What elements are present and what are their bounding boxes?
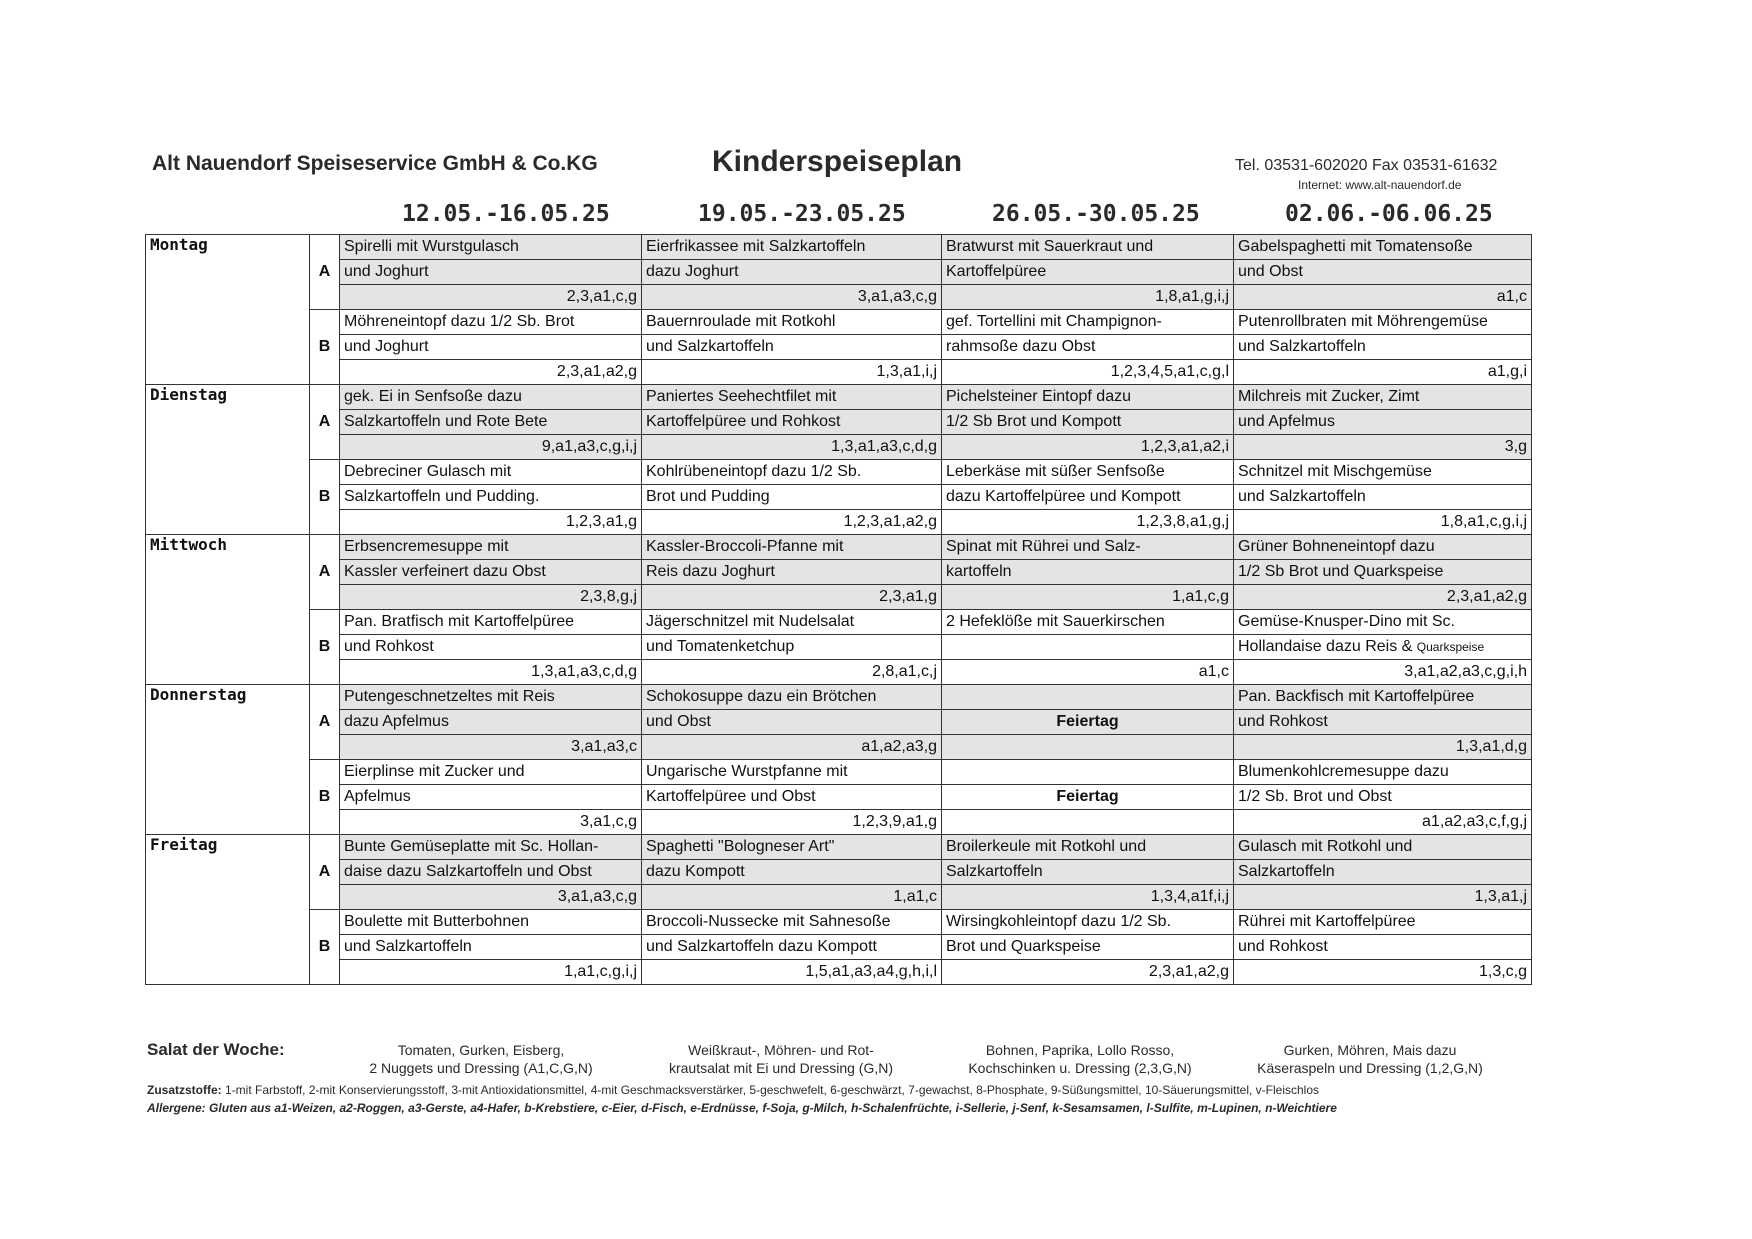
menu-row	[146, 660, 1532, 685]
dish-text: Brot und Pudding	[646, 488, 770, 505]
dish-text: daise dazu Salzkartoffeln und Obst	[344, 863, 592, 880]
additives-label: Zusatzstoffe:	[147, 1083, 222, 1097]
additives-text: 1-mit Farbstoff, 2-mit Konservierungsstoff, 3-mit Antioxidationsmittel, 4-mit Geschmacksverstärker, 5-geschwefelt, 6-geschwärzt, 7-gewachst, 8-Phosphate, 9-Süßungsmittel, 10-Säuerungsmittel, v-Fleischlos	[225, 1083, 1320, 1097]
dish-line	[1234, 260, 1532, 285]
dish-text: und Joghurt	[344, 263, 429, 280]
dish-line	[1234, 710, 1532, 735]
allergen-codes: a1,c	[942, 660, 1234, 685]
dish-text: und Rohkost	[1238, 713, 1328, 730]
dish-line: Putenrollbraten mit Möhrengemüse	[1234, 310, 1532, 335]
dish-line	[1234, 335, 1532, 360]
allergen-codes: 1,3,a1,j	[1234, 885, 1532, 910]
menu-table	[145, 234, 1532, 985]
allergen-codes: 2,3,8,g,j	[340, 585, 642, 610]
menu-row	[146, 510, 1532, 535]
menu-row	[146, 260, 1532, 285]
dish-text: und Tomatenketchup	[646, 638, 795, 655]
allergen-codes: 2,3,a1,a2,g	[942, 960, 1234, 985]
dish-line	[942, 260, 1234, 285]
menu-letter: B	[310, 610, 340, 685]
dish-line: Pichelsteiner Eintopf dazu	[942, 385, 1234, 410]
dish-line	[340, 710, 642, 735]
menu-row	[146, 335, 1532, 360]
menu-letter: B	[310, 310, 340, 385]
dish-line	[642, 410, 942, 435]
dish-line: Erbsencremesuppe mit	[340, 535, 642, 560]
dish-line: Pan. Bratfisch mit Kartoffelpüree	[340, 610, 642, 635]
dish-line	[642, 335, 942, 360]
menu-row	[146, 385, 1532, 410]
menu-row	[146, 960, 1532, 985]
day-label: Mittwoch	[146, 535, 310, 685]
dish-line: Paniertes Seehechtfilet mit	[642, 385, 942, 410]
menu-cell	[942, 685, 1234, 710]
dish-line: Gulasch mit Rotkohl und	[1234, 835, 1532, 860]
week-header: 19.05.-23.05.25	[698, 201, 906, 227]
dish-text: Kassler verfeinert dazu Obst	[344, 563, 546, 580]
dish-line	[942, 485, 1234, 510]
menu-row	[146, 810, 1532, 835]
dish-line	[1234, 860, 1532, 885]
dish-line	[1234, 560, 1532, 585]
menu-letter: A	[310, 235, 340, 310]
day-label: Montag	[146, 235, 310, 385]
dish-line: Schnitzel mit Mischgemüse	[1234, 460, 1532, 485]
dish-text: und Rohkost	[1238, 938, 1328, 955]
week-header: 02.06.-06.06.25	[1285, 201, 1493, 227]
dish-line: Rührei mit Kartoffelpüree	[1234, 910, 1532, 935]
dish-line	[340, 935, 642, 960]
dish-text: Salzkartoffeln	[1238, 863, 1335, 880]
menu-row	[146, 535, 1532, 560]
allergen-codes: 1,8,a1,g,i,j	[942, 285, 1234, 310]
menu-row	[146, 485, 1532, 510]
allergen-codes: a1,a2,a3,g	[642, 735, 942, 760]
menu-row	[146, 235, 1532, 260]
allergen-codes: 3,a1,a2,a3,c,g,i,h	[1234, 660, 1532, 685]
menu-letter: A	[310, 385, 340, 460]
menu-row	[146, 610, 1532, 635]
dish-text: dazu Apfelmus	[344, 713, 449, 730]
dish-line: Eierfrikassee mit Salzkartoffeln	[642, 235, 942, 260]
menu-row	[146, 560, 1532, 585]
dish-line: gek. Ei in Senfsoße dazu	[340, 385, 642, 410]
dish-text: und Obst	[1238, 263, 1303, 280]
dish-line: Gabelspaghetti mit Tomatensoße	[1234, 235, 1532, 260]
menu-row	[146, 735, 1532, 760]
allergen-codes: 3,a1,c,g	[340, 810, 642, 835]
dish-text: und Salzkartoffeln	[646, 338, 774, 355]
dish-text: dazu Joghurt	[646, 263, 739, 280]
menu-row	[146, 435, 1532, 460]
holiday-label: Feiertag	[942, 710, 1234, 735]
allergen-codes: 2,3,a1,g	[642, 585, 942, 610]
dish-text: und Obst	[646, 713, 711, 730]
allergen-codes: 9,a1,a3,c,g,i,j	[340, 435, 642, 460]
allergen-codes: 2,3,a1,a2,g	[340, 360, 642, 385]
salad-label: Salat der Woche:	[147, 1040, 285, 1059]
dish-line: Bunte Gemüseplatte mit Sc. Hollan-	[340, 835, 642, 860]
salad-of-week	[336, 1041, 626, 1077]
dish-line	[942, 935, 1234, 960]
salad-line: Kochschinken u. Dressing (2,3,G,N)	[968, 1060, 1192, 1076]
menu-row	[146, 885, 1532, 910]
dish-text: und Salzkartoffeln	[1238, 338, 1366, 355]
dish-line: Milchreis mit Zucker, Zimt	[1234, 385, 1532, 410]
dish-line: Wirsingkohleintopf dazu 1/2 Sb.	[942, 910, 1234, 935]
dish-line	[340, 860, 642, 885]
dish-line: Spirelli mit Wurstgulasch	[340, 235, 642, 260]
dish-line	[642, 560, 942, 585]
menu-row	[146, 785, 1532, 810]
dish-line: Debreciner Gulasch mit	[340, 460, 642, 485]
dish-line: Spinat mit Rührei und Salz-	[942, 535, 1234, 560]
allergen-codes: 1,a1,c,g,i,j	[340, 960, 642, 985]
allergen-codes: 2,3,a1,a2,g	[1234, 585, 1532, 610]
dish-line	[1234, 485, 1532, 510]
dish-line: Möhreneintopf dazu 1/2 Sb. Brot	[340, 310, 642, 335]
salad-of-week	[636, 1041, 926, 1077]
dish-line	[340, 485, 642, 510]
dish-line: Eierplinse mit Zucker und	[340, 760, 642, 785]
menu-row	[146, 460, 1532, 485]
day-label: Dienstag	[146, 385, 310, 535]
dish-line	[942, 335, 1234, 360]
allergen-codes: 1,a1,c,g	[942, 585, 1234, 610]
dish-line	[340, 260, 642, 285]
dish-line	[1234, 635, 1532, 660]
week-header: 26.05.-30.05.25	[992, 201, 1200, 227]
dish-text: Salzkartoffeln und Rote Bete	[344, 413, 548, 430]
dish-text: rahmsoße dazu Obst	[946, 338, 1096, 355]
dish-line	[340, 335, 642, 360]
holiday-label: Feiertag	[942, 785, 1234, 810]
allergen-codes: 1,2,3,4,5,a1,c,g,l	[942, 360, 1234, 385]
salad-line: Weißkraut-, Möhren- und Rot-	[688, 1042, 874, 1058]
contact-info: Tel. 03531-602020 Fax 03531-61632	[1235, 157, 1498, 174]
dish-line	[642, 935, 942, 960]
dish-line	[642, 860, 942, 885]
menu-row	[146, 685, 1532, 710]
dish-text: Hollandaise dazu Reis &	[1238, 638, 1413, 655]
menu-row	[146, 935, 1532, 960]
menu-row	[146, 835, 1532, 860]
salad-line: 2 Nuggets und Dressing (A1,C,G,N)	[369, 1060, 593, 1076]
dish-line	[942, 410, 1234, 435]
allergen-codes: a1,a2,a3,c,f,g,j	[1234, 810, 1532, 835]
menu-row	[146, 410, 1532, 435]
menu-letter: A	[310, 835, 340, 910]
dish-text: und Apfelmus	[1238, 413, 1335, 430]
allergen-codes: 2,8,a1,c,j	[642, 660, 942, 685]
dish-text: Kartoffelpüree und Rohkost	[646, 413, 841, 430]
dish-line	[642, 710, 942, 735]
salad-line: Käseraspeln und Dressing (1,2,G,N)	[1257, 1060, 1483, 1076]
dish-line	[340, 635, 642, 660]
dish-line: Bratwurst mit Sauerkraut und	[942, 235, 1234, 260]
menu-letter: B	[310, 760, 340, 835]
dish-text: 1/2 Sb Brot und Kompott	[946, 413, 1122, 430]
allergen-codes: 1,2,3,a1,a2,g	[642, 510, 942, 535]
dish-line	[642, 785, 942, 810]
salad-of-week	[935, 1041, 1225, 1077]
dish-line	[942, 860, 1234, 885]
internet-address: Internet: www.alt-nauendorf.de	[1298, 178, 1462, 192]
dish-text: Kartoffelpüree und Obst	[646, 788, 816, 805]
dish-line	[642, 635, 942, 660]
allergens-text: Gluten aus a1-Weizen, a2-Roggen, a3-Gerste, a4-Hafer, b-Krebstiere, c-Eier, d-Fisch, e-Erdnüsse, f-Soja, g-Milch, h-Schalenfrüchte, i-Sellerie, j-Senf, k-Sesamsamen, l-Sulfite, m-Lupinen, n-Weichtiere	[209, 1101, 1337, 1115]
menu-row	[146, 285, 1532, 310]
dish-text: und Salzkartoffeln	[344, 938, 472, 955]
dish-line: Putengeschnetzeltes mit Reis	[340, 685, 642, 710]
menu-row	[146, 860, 1532, 885]
dish-line	[340, 560, 642, 585]
day-label: Freitag	[146, 835, 310, 985]
menu-row	[146, 710, 1532, 735]
allergen-codes: a1,g,i	[1234, 360, 1532, 385]
allergen-codes: 1,2,3,a1,a2,i	[942, 435, 1234, 460]
dish-line: Kohlrübeneintopf dazu 1/2 Sb.	[642, 460, 942, 485]
dish-line: 2 Hefeklöße mit Sauerkirschen	[942, 610, 1234, 635]
salad-line: krautsalat mit Ei und Dressing (G,N)	[668, 1060, 894, 1076]
menu-letter: A	[310, 535, 340, 610]
dish-line	[942, 560, 1234, 585]
dish-text: Kartoffelpüree	[946, 263, 1047, 280]
allergen-codes: 1,a1,c	[642, 885, 942, 910]
dish-line: Blumenkohlcremesuppe dazu	[1234, 760, 1532, 785]
dish-text: und Rohkost	[344, 638, 434, 655]
menu-row	[146, 760, 1532, 785]
salad-line: Gurken, Möhren, Mais dazu	[1283, 1042, 1457, 1058]
dish-line: gef. Tortellini mit Champignon-	[942, 310, 1234, 335]
dish-line	[1234, 935, 1532, 960]
dish-line	[340, 410, 642, 435]
allergen-codes: 1,3,a1,i,j	[642, 360, 942, 385]
dish-text: Salzkartoffeln und Pudding.	[344, 488, 540, 505]
dish-text: und Salzkartoffeln dazu Kompott	[646, 938, 877, 955]
additives-legend	[147, 1083, 1319, 1097]
allergen-codes: 3,a1,a3,c	[340, 735, 642, 760]
dish-text: Reis dazu Joghurt	[646, 563, 775, 580]
dish-line: Gemüse-Knusper-Dino mit Sc.	[1234, 610, 1532, 635]
dish-text: und Joghurt	[344, 338, 429, 355]
allergen-codes: 1,2,3,8,a1,g,j	[942, 510, 1234, 535]
dish-text: Apfelmus	[344, 788, 411, 805]
dish-line	[642, 260, 942, 285]
allergen-codes: 1,3,a1,a3,c,d,g	[340, 660, 642, 685]
dish-text: 1/2 Sb. Brot und Obst	[1238, 788, 1392, 805]
page-title: Kinderspeiseplan	[712, 145, 963, 178]
salad-line: Bohnen, Paprika, Lollo Rosso,	[985, 1042, 1175, 1058]
menu-cell	[942, 735, 1234, 760]
menu-row	[146, 635, 1532, 660]
menu-cell	[942, 810, 1234, 835]
dish-text: und Salzkartoffeln	[1238, 488, 1366, 505]
dish-text: 1/2 Sb Brot und Quarkspeise	[1238, 563, 1444, 580]
menu-row	[146, 310, 1532, 335]
day-label: Donnerstag	[146, 685, 310, 835]
dish-line: Leberkäse mit süßer Senfsoße	[942, 460, 1234, 485]
menu-row	[146, 585, 1532, 610]
allergen-codes: 1,3,a1,a3,c,d,g	[642, 435, 942, 460]
dish-line	[1234, 410, 1532, 435]
dish-note: Quarkspeise	[1416, 640, 1485, 654]
menu-row	[146, 360, 1532, 385]
salad-line: Tomaten, Gurken, Eisberg,	[397, 1042, 565, 1058]
menu-cell	[942, 760, 1234, 785]
allergen-codes: 3,a1,a3,c,g	[642, 285, 942, 310]
dish-text: Brot und Quarkspeise	[946, 938, 1101, 955]
allergen-codes: 1,3,c,g	[1234, 960, 1532, 985]
dish-text: Salzkartoffeln	[946, 863, 1043, 880]
dish-text: dazu Kompott	[646, 863, 745, 880]
menu-letter: B	[310, 910, 340, 985]
dish-line: Broilerkeule mit Rotkohl und	[942, 835, 1234, 860]
dish-line: Bauernroulade mit Rotkohl	[642, 310, 942, 335]
week-header: 12.05.-16.05.25	[402, 201, 610, 227]
dish-line: Broccoli-Nussecke mit Sahnesoße	[642, 910, 942, 935]
allergens-label: Allergene:	[147, 1101, 206, 1115]
dish-line: Ungarische Wurstpfanne mit	[642, 760, 942, 785]
dish-line: Boulette mit Butterbohnen	[340, 910, 642, 935]
dish-line	[642, 485, 942, 510]
dish-line	[942, 635, 1234, 660]
allergen-codes: 1,3,4,a1f,i,j	[942, 885, 1234, 910]
allergen-codes: 2,3,a1,c,g	[340, 285, 642, 310]
dish-line: Spaghetti "Bologneser Art"	[642, 835, 942, 860]
dish-line	[340, 785, 642, 810]
company-name: Alt Nauendorf Speiseservice GmbH & Co.KG	[152, 152, 598, 175]
dish-line: Kassler-Broccoli-Pfanne mit	[642, 535, 942, 560]
allergens-legend	[147, 1101, 1337, 1115]
dish-text: dazu Kartoffelpüree und Kompott	[946, 488, 1181, 505]
dish-line	[1234, 785, 1532, 810]
menu-letter: B	[310, 460, 340, 535]
dish-line: Grüner Bohneneintopf dazu	[1234, 535, 1532, 560]
dish-line: Schokosuppe dazu ein Brötchen	[642, 685, 942, 710]
allergen-codes: 3,a1,a3,c,g	[340, 885, 642, 910]
allergen-codes: 1,3,a1,d,g	[1234, 735, 1532, 760]
allergen-codes: 3,g	[1234, 435, 1532, 460]
menu-row	[146, 910, 1532, 935]
allergen-codes: 1,2,3,9,a1,g	[642, 810, 942, 835]
allergen-codes: 1,2,3,a1,g	[340, 510, 642, 535]
dish-line: Jägerschnitzel mit Nudelsalat	[642, 610, 942, 635]
allergen-codes: a1,c	[1234, 285, 1532, 310]
salad-of-week	[1225, 1041, 1515, 1077]
menu-letter: A	[310, 685, 340, 760]
dish-line: Pan. Backfisch mit Kartoffelpüree	[1234, 685, 1532, 710]
allergen-codes: 1,8,a1,c,g,i,j	[1234, 510, 1532, 535]
dish-text: kartoffeln	[946, 563, 1012, 580]
allergen-codes: 1,5,a1,a3,a4,g,h,i,l	[642, 960, 942, 985]
